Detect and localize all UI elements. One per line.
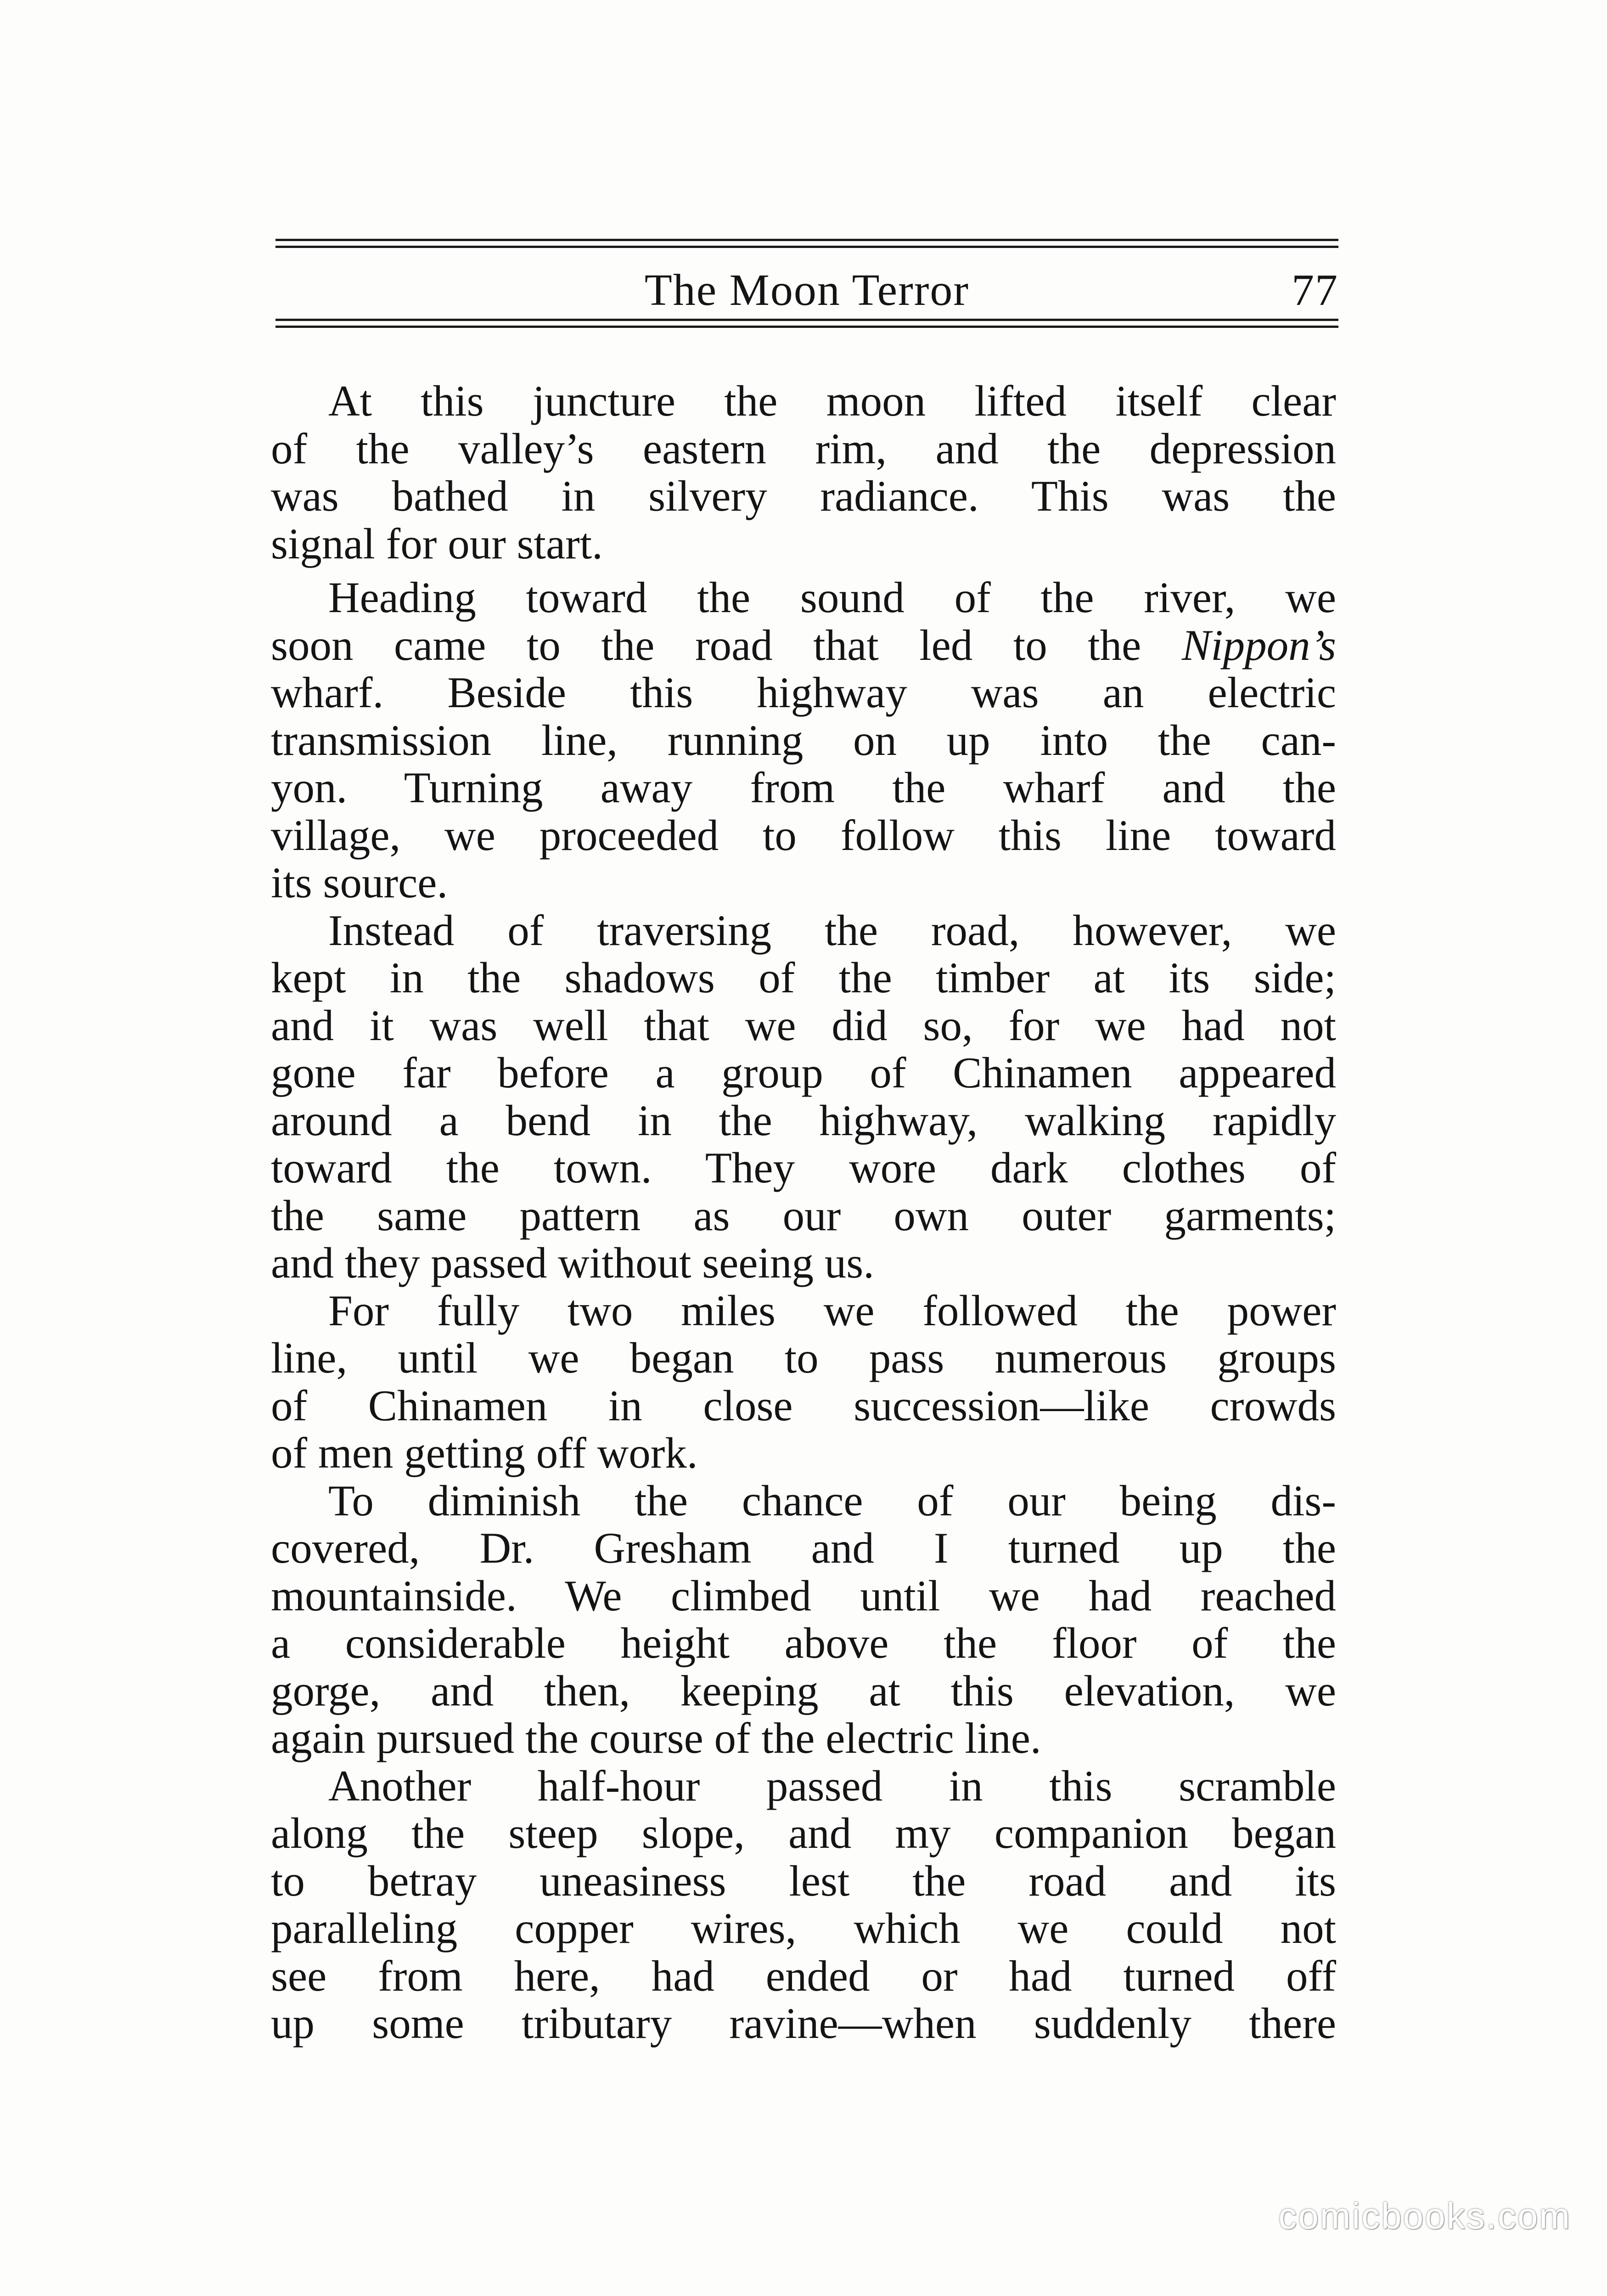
rule-line: [275, 319, 1338, 321]
text-line: of men getting off work.: [271, 1429, 698, 1477]
text-line: signal for our start.: [271, 519, 603, 568]
text-line: transmission line, running on up into the can-: [271, 715, 1336, 765]
text-line: its source.: [271, 858, 448, 907]
rule-line: [275, 246, 1338, 248]
text-line: toward the town. They wore dark clothes of: [271, 1143, 1336, 1192]
text-line: the same pattern as our own outer garments;: [271, 1191, 1336, 1240]
text-line: paralleling copper wires, which we could not: [271, 1904, 1336, 1953]
text-line: yon. Turning away from the wharf and the: [271, 763, 1336, 812]
text-line: line, until we began to pass numerous groups: [271, 1334, 1336, 1382]
text-line: gorge, and then, keeping at this elevation, we: [271, 1666, 1336, 1715]
paragraph-6: [271, 1762, 1336, 2048]
text-line: covered, Dr. Gresham and I turned up the: [271, 1524, 1336, 1572]
text-line: Heading toward the sound of the river, we: [328, 573, 1336, 622]
text-line: mountainside. We climbed until we had reached: [271, 1571, 1336, 1620]
paragraph-3: [271, 907, 1336, 1287]
bottom-double-rule: [275, 319, 1338, 329]
text-segment: soon came to the road that led to the: [271, 620, 1182, 670]
watermark: comicbooks.com: [1278, 2195, 1571, 2236]
text-line: kept in the shadows of the timber at its side;: [271, 953, 1336, 1002]
text-line: To diminish the chance of our being dis-: [328, 1476, 1336, 1525]
text-line: a considerable height above the floor of the: [271, 1619, 1336, 1667]
text-line: of Chinamen in close succession—like crowds: [271, 1381, 1336, 1430]
running-head-row: [275, 249, 1338, 319]
text-line: see from here, had ended or had turned off: [271, 1951, 1336, 2000]
text-line: At this juncture the moon lifted itself clear: [328, 377, 1336, 425]
rule-line: [275, 239, 1338, 241]
text-line: to betray uneasiness lest the road and its: [271, 1856, 1336, 1905]
body-text: [271, 377, 1336, 2048]
text-line: was bathed in silvery radiance. This was the: [271, 472, 1336, 520]
text-line: again pursued the course of the electric line.: [271, 1714, 1041, 1762]
text-line: up some tributary ravine—when suddenly there: [271, 1999, 1336, 2048]
paragraph-4: [271, 1287, 1336, 1477]
text-line: and it was well that we did so, for we had not: [271, 1001, 1336, 1050]
ship-name-italic: Nippon’s: [1181, 620, 1336, 670]
rule-line: [275, 326, 1338, 328]
running-title: The Moon Terror: [644, 265, 970, 315]
text-line: along the steep slope, and my companion began: [271, 1809, 1336, 1857]
text-line: around a bend in the highway, walking rapidly: [271, 1096, 1336, 1145]
top-double-rule: [275, 239, 1338, 249]
paragraph-5: [271, 1477, 1336, 1762]
text-line: gone far before a group of Chinamen appeared: [271, 1048, 1336, 1097]
paragraph-1: [271, 377, 1336, 568]
text-line: [271, 622, 1336, 670]
text-line: Another half-hour passed in this scramble: [328, 1761, 1336, 1810]
text-line: Instead of traversing the road, however, we: [328, 906, 1336, 955]
page-number: 77: [1292, 265, 1338, 315]
paragraph-2: [271, 574, 1336, 907]
text-line: For fully two miles we followed the power: [328, 1286, 1336, 1335]
text-line: village, we proceeded to follow this line toward: [271, 810, 1336, 860]
text-line: wharf. Beside this highway was an electric: [271, 668, 1336, 717]
text-line: and they passed without seeing us.: [271, 1238, 874, 1287]
running-header: [275, 239, 1338, 329]
text-line: of the valley’s eastern rim, and the depression: [271, 424, 1336, 473]
